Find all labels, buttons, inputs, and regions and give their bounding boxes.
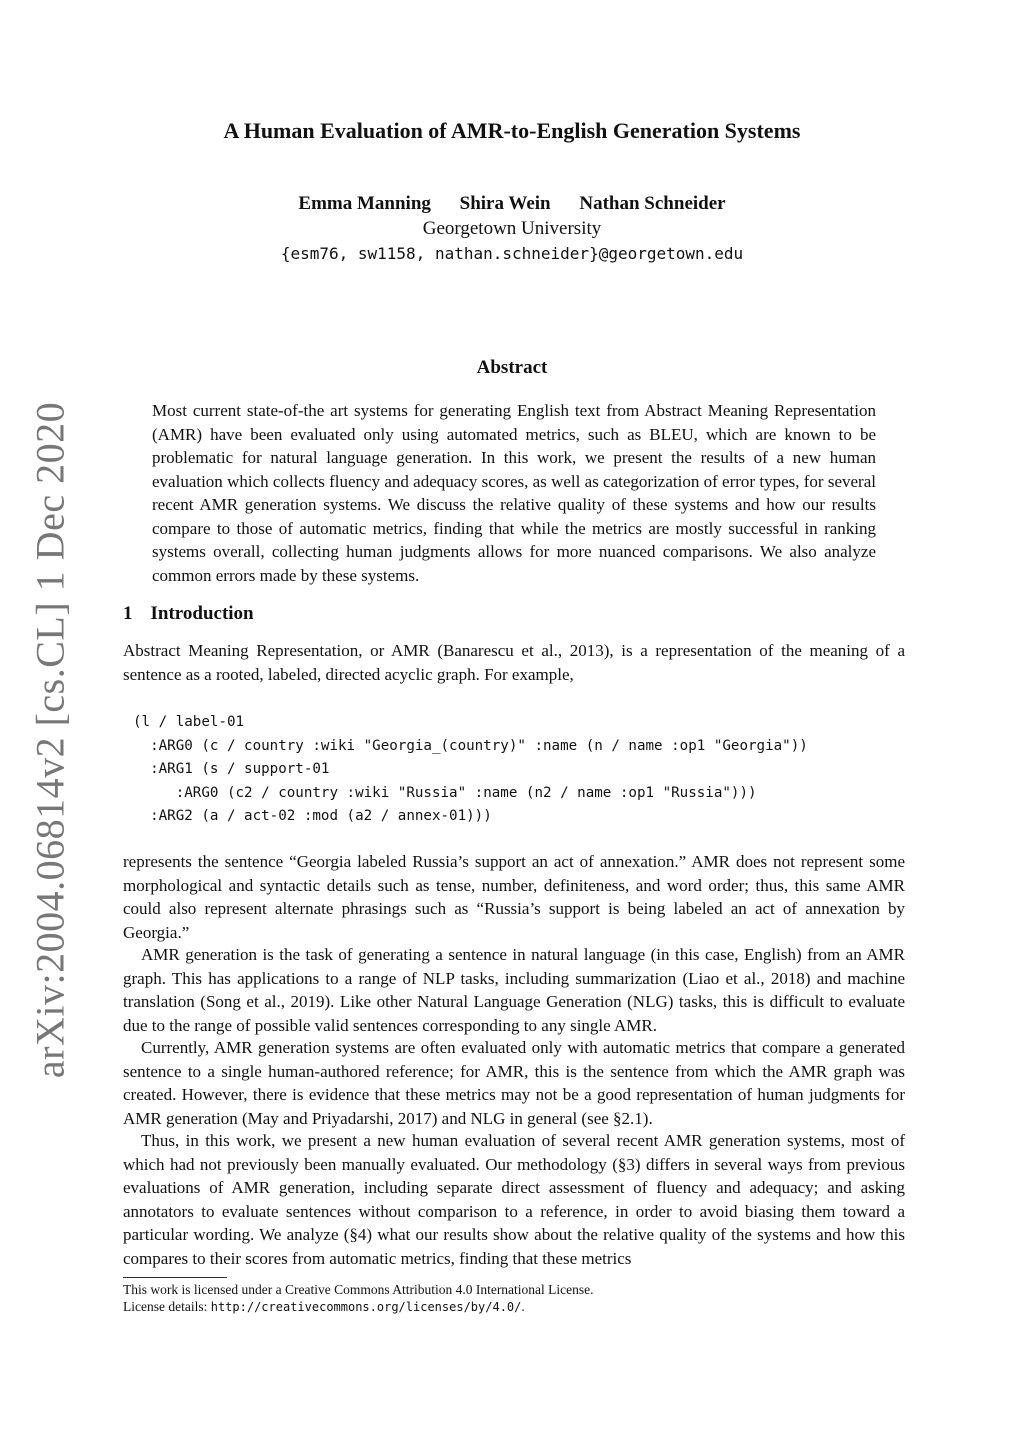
- abstract-text: Most current state-of-the art systems for generating English text from Abstract Meaning Representation (AMR) have been evaluated only using automated metrics, such as BLEU, which are known to be problematic for natural language generation. In this work, we present the results of a new human evaluation which collects fluency and adequacy scores, as well as categorization of error types, for several recent AMR generation systems. We discuss the relative quality of these systems and how our results compare to those of automatic metrics, finding that while the metrics are mostly successful in ranking systems overall, collecting human judgments allows for more nuanced comparisons. We also analyze common errors made by these systems.: [152, 401, 876, 585]
- represents-paragraph: represents the sentence “Georgia labeled Russia’s support an act of annexation.” AMR does not represent some morphological and syntactic details such as tense, number, definiteness, and word order; thus, this same AMR could also represent alternate phrasings such as “Russia’s support is being labeled an act of annexation by Georgia.”: [123, 852, 905, 942]
- section-heading-introduction: [123, 603, 254, 625]
- affiliation: Georgetown University: [422, 218, 602, 239]
- author-emails: {esm76, sw1158, nathan.schneider}@georgetown.edu: [280, 244, 744, 263]
- abstract-heading: Abstract: [476, 357, 548, 378]
- amr-code-example: (l / label-01 :ARG0 (c / country :wiki "Georgia_(country)" :name (n / name :op1 "Georgia")) :ARG1 (s / support-01 :ARG0 (c2 / country :wiki "Russia" :name (n2 / name :op1 "Russia"))) :ARG2 (a / act-02 :mod (a2 / annex-01))): [133, 714, 808, 824]
- thus-paragraph: Thus, in this work, we present a new human evaluation of several recent AMR generation systems, most of which had not previously been manually evaluated. Our methodology (§3) differs in several ways from previous evaluations of AMR generation, including separate direct assessment of fluency and adequacy; and asking annotators to evaluate sentences without comparison to a reference, in order to avoid biasing them toward a particular wording. We analyze (§4) what our results show about the relative quality of the systems and how this compares to their scores from automatic metrics, finding that these metrics: [123, 1131, 905, 1268]
- section-number: 1: [123, 603, 133, 624]
- section-title: Introduction: [150, 603, 254, 624]
- footnote-divider: [123, 1277, 227, 1278]
- intro-paragraph: Abstract Meaning Representation, or AMR (Banarescu et al., 2013), is a representation of the meaning of a sentence as a rooted, labeled, directed acyclic graph. For example,: [123, 641, 905, 684]
- author-name: Shira Wein: [459, 193, 551, 214]
- paper-title: A Human Evaluation of AMR-to-English Generation Systems: [223, 118, 801, 143]
- footnote-license-details: [123, 1298, 525, 1316]
- author-list: [0, 193, 1024, 215]
- author-name: Nathan Schneider: [579, 193, 726, 214]
- author-name: Emma Manning: [298, 193, 431, 214]
- generation-paragraph: AMR generation is the task of generating a sentence in natural language (in this case, English) from an AMR graph. This has applications to a range of NLP tasks, including summarization (Liao et al., 2018) and machine translation (Song et al., 2019). Like other Natural Language Generation (NLG) tasks, this is difficult to evaluate due to the range of possible valid sentences corresponding to any single AMR.: [123, 945, 905, 1035]
- license-url-link[interactable]: http://creativecommons.org/licenses/by/4.0/: [210, 1300, 522, 1314]
- footnote-license: This work is licensed under a Creative Commons Attribution 4.0 International License.: [123, 1282, 594, 1297]
- license-details-label: License details:: [123, 1299, 208, 1314]
- arxiv-stamp-text: arXiv:2004.06814v2 [cs.CL] 1 Dec 2020: [27, 401, 73, 1079]
- license-details-end: .: [521, 1299, 525, 1314]
- currently-paragraph: Currently, AMR generation systems are often evaluated only with automatic metrics that compare a generated sentence to a single human-authored reference; for AMR, this is the sentence from which the AMR graph was created. However, there is evidence that these metrics may not be a good representation of human judgments for AMR generation (May and Priyadarshi, 2017) and NLG in general (see §2.1).: [123, 1038, 905, 1128]
